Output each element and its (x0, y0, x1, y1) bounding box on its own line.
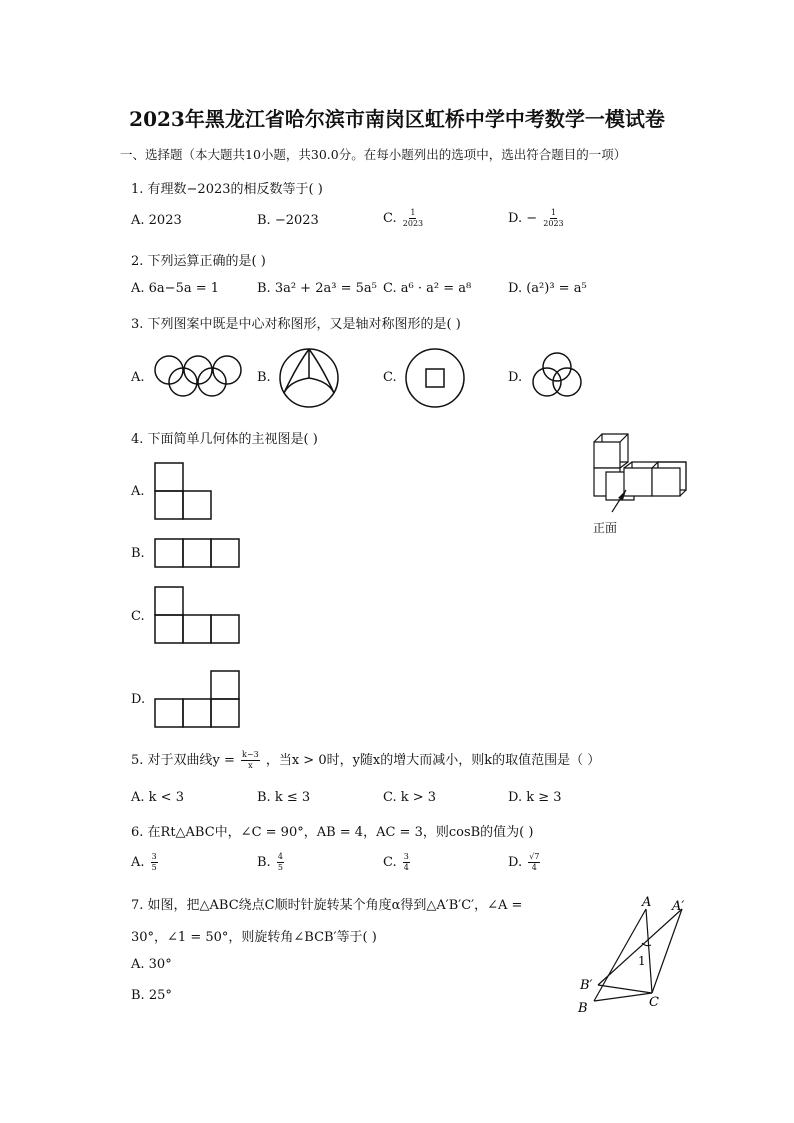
q1-option-c-label: C. (383, 211, 397, 226)
q5-option-b[interactable]: B. k ≤ 3 (257, 790, 311, 805)
question-4-stem: 4. 下面简单几何体的主视图是( ) (131, 432, 318, 447)
fraction-denominator: 4 (403, 863, 409, 872)
q7-option-a[interactable]: A. 30° (131, 957, 172, 972)
q6-option-c-label: C. (383, 855, 397, 870)
circle-three-arcs-icon (278, 347, 340, 409)
fraction-numerator: k−3 (242, 750, 259, 759)
question-6-stem: 6. 在Rt△ABC中，∠C = 90°，AB = 4，AC = 3，则cosB的值为( ) (131, 825, 534, 840)
q3-option-b[interactable]: B. (257, 370, 271, 385)
q1-option-d-label: D. − (508, 211, 538, 226)
q3-option-a[interactable]: A. (131, 370, 145, 385)
fraction-numerator: 3 (151, 852, 157, 861)
q1-option-d[interactable] (508, 208, 566, 229)
q4-option-d-figure (154, 670, 242, 732)
question-3-stem: 3. 下列图案中既是中心对称图形，又是轴对称图形的是( ) (131, 317, 461, 332)
fraction-denominator: 4 (531, 863, 537, 872)
q4-option-c-figure (154, 586, 242, 648)
q5-fraction (241, 750, 260, 771)
q2-option-b[interactable]: B. 3a² + 2a³ = 5a⁵ (257, 281, 377, 296)
five-rings-icon (152, 355, 244, 397)
q4-option-b-figure (154, 538, 242, 570)
section-heading: 一、选择题（本大题共10小题，共30.0分。在每小题列出的选项中，选出符合题目的一项） (120, 147, 627, 162)
q6-option-b[interactable] (257, 852, 286, 873)
question-5-stem (131, 749, 600, 771)
q5-option-d[interactable]: D. k ≥ 3 (508, 790, 562, 805)
q6-option-b-label: B. (257, 855, 271, 870)
q2-option-c[interactable]: C. a⁶ · a² = a⁸ (383, 281, 472, 296)
fraction-numerator: 4 (277, 852, 283, 861)
q3-option-c[interactable]: C. (383, 370, 397, 385)
fig-label-b: B (578, 1001, 588, 1016)
q4-option-b[interactable]: B. (131, 546, 145, 561)
q4-option-a-figure (154, 462, 214, 522)
fraction-denominator: 2023 (402, 219, 424, 228)
q5-stem-prefix: 5. 对于双曲线y = (131, 753, 235, 768)
q6-option-a[interactable] (131, 852, 160, 873)
q2-option-d[interactable]: D. (a²)³ = a⁵ (508, 281, 587, 296)
fraction-numerator: 1 (410, 208, 416, 217)
question-7-line-1: 7. 如图，把△ABC绕点C顺时针旋转某个角度α得到△A′B′C′，∠A = (131, 898, 523, 913)
fraction-denominator: 2023 (543, 219, 564, 228)
q1-option-c[interactable] (383, 208, 425, 229)
q6-option-c[interactable] (383, 852, 412, 873)
q6-option-c-fraction (403, 852, 410, 873)
fig-label-a-prime: A′ (672, 899, 685, 914)
q6-option-d[interactable] (508, 852, 542, 873)
q7-option-b[interactable]: B. 25° (131, 988, 172, 1003)
fig-label-c: C (649, 995, 659, 1010)
fraction-denominator: 5 (277, 863, 283, 872)
q6-option-b-fraction (277, 852, 284, 873)
q1-option-a[interactable]: A. 2023 (131, 213, 182, 228)
q4-option-a[interactable]: A. (131, 484, 145, 499)
fraction-denominator: x (248, 761, 253, 770)
q1-option-d-fraction (543, 208, 563, 229)
coin-square-hole-icon (404, 347, 466, 409)
rotation-triangle-figure (574, 893, 694, 1018)
q2-option-a[interactable]: A. 6a−5a = 1 (131, 281, 220, 296)
q6-option-a-fraction (151, 852, 158, 873)
q5-stem-suffix: ，当x > 0时，y随x的增大而减小，则k的取值范围是（ ） (265, 753, 601, 768)
q6-option-d-label: D. (508, 855, 523, 870)
fraction-numerator: 1 (550, 208, 556, 217)
fraction-numerator: √7 (529, 852, 540, 861)
front-view-label: 正面 (593, 521, 618, 535)
page-title: 2023年黑龙江省哈尔滨市南岗区虹桥中学中考数学一模试卷 (129, 107, 665, 131)
fig-label-angle-1: 1 (638, 954, 646, 968)
q5-option-a[interactable]: A. k < 3 (131, 790, 184, 805)
fraction-denominator: 5 (151, 863, 157, 872)
q4-option-c[interactable]: C. (131, 609, 145, 624)
q3-option-d[interactable]: D. (508, 370, 523, 385)
fraction-numerator: 3 (403, 852, 409, 861)
fig-label-b-prime: B′ (580, 978, 593, 993)
triquetra-icon (530, 350, 584, 400)
q4-option-d[interactable]: D. (131, 692, 146, 707)
q1-option-c-fraction (403, 208, 423, 229)
q6-option-a-label: A. (131, 855, 145, 870)
question-7-line-2: 30°，∠1 = 50°，则旋转角∠BCB′等于( ) (131, 930, 377, 945)
q1-option-b[interactable]: B. −2023 (257, 213, 319, 228)
q6-option-d-fraction (528, 852, 540, 873)
fig-label-a: A (642, 895, 652, 910)
question-2-stem: 2. 下列运算正确的是( ) (131, 254, 266, 269)
question-1-stem: 1. 有理数−2023的相反数等于( ) (131, 182, 323, 197)
q5-option-c[interactable]: C. k > 3 (383, 790, 437, 805)
